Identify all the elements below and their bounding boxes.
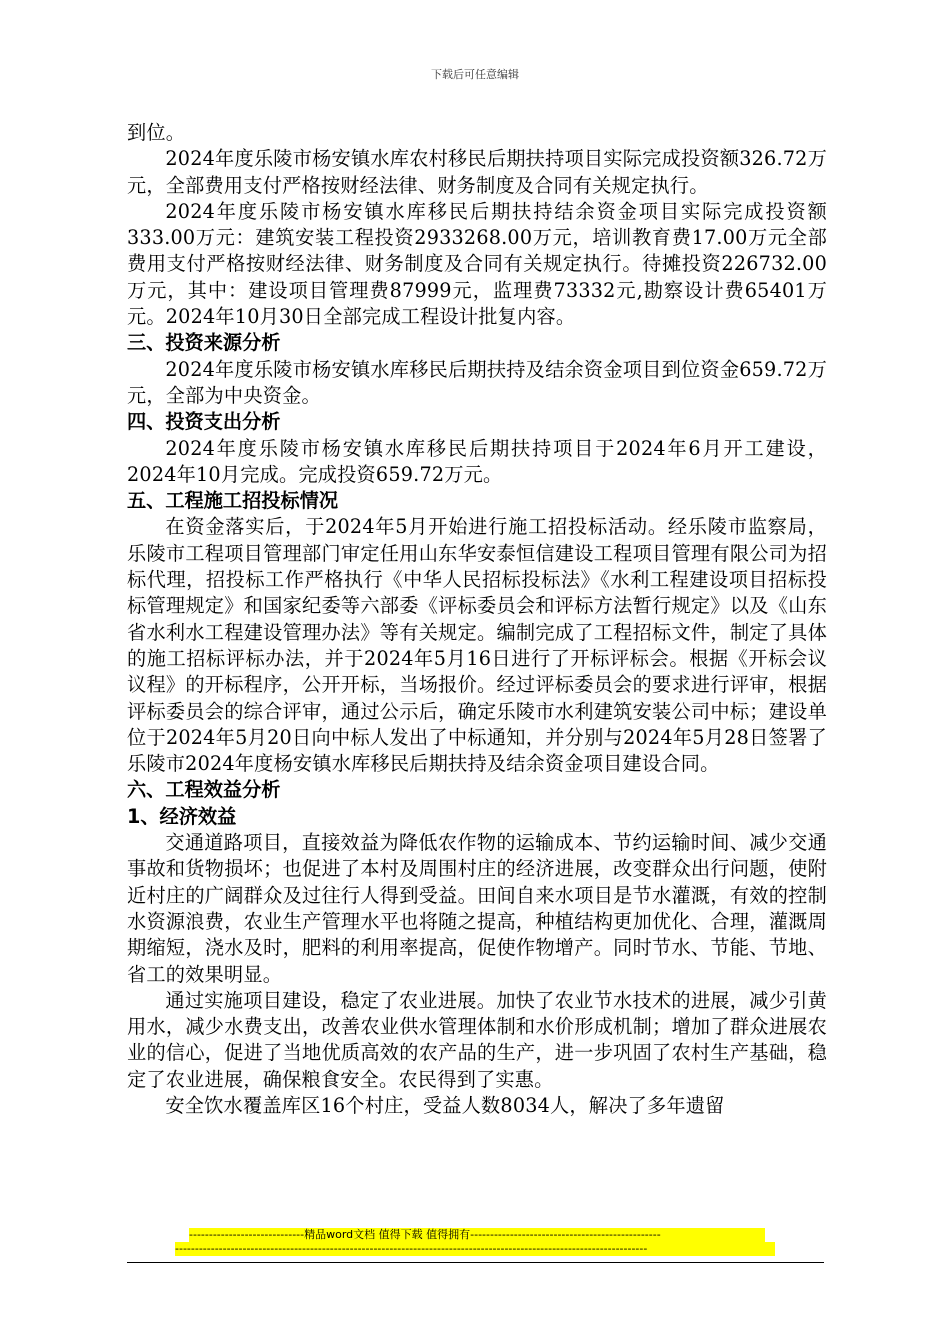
body-paragraph: 到位。 (127, 121, 186, 144)
header-note: 下载后可任意编辑 (431, 68, 519, 81)
body-paragraph: 2024年度乐陵市杨安镇水库农村移民后期扶持项目实际完成投资额326.72万元，全部费用支付严格按财经法律、财务制度及合同有关规定执行。 (127, 147, 827, 197)
section-heading: 六、工程效益分析 (127, 778, 281, 802)
body-paragraph: 2024年度乐陵市杨安镇水库移民后期扶持及结余资金项目到位资金659.72万元，全部为中央资金。 (127, 357, 827, 407)
body-paragraph: 2024年度乐陵市杨安镇水库移民后期扶持项目于2024年6月开工建设，2024年10月完成。完成投资659.72万元。 (127, 436, 827, 486)
section-heading: 五、工程施工招投标情况 (127, 489, 339, 513)
body-paragraph: 在资金落实后，于2024年5月开始进行施工招投标活动。经乐陵市监察局，乐陵市工程项目管理部门审定任用山东华安泰恒信建设工程项目管理有限公司为招标代理，招投标工作严格执行《中华人民招标投标法》《水利工程建设项目招标投标管理规定》和国家纪委等六部委《评标委员会和评标方法暂行规定》以及《山东省水利水工程建设管理办法》等有关规定。编制完成了工程招标文件，制定了具体的施工招标评标办法，并于2024年5月16日进行了开标评标会。根据《开标会议议程》的开标程序，公开开标，当场报价。经过评标委员会的要求进行评审，根据评标委员会的综合评审，通过公示后，确定乐陵市水利建筑安装公司中标；建设单位于2024年5月20日向中标人发出了中标通知，并分别与2024年5月28日签署了乐陵市2024年度杨安镇水库移民后期扶持及结余资金项目建设合同。 (127, 515, 827, 776)
section-heading: 三、投资来源分析 (127, 331, 281, 355)
body-paragraph: 安全饮水覆盖库区16个村庄，受益人数8034人，解决了多年遗留 (165, 1093, 725, 1117)
section-heading: 1、经济效益 (127, 804, 237, 828)
footer-divider (127, 1262, 824, 1263)
document-body (127, 120, 827, 1119)
section-heading: 四、投资支出分析 (127, 410, 281, 434)
footer-banner (127, 1228, 824, 1256)
footer-banner-line-2: ----------------------------------------------------------------------------------------------------------------------- (175, 1242, 775, 1256)
footer-banner-line-1: -----------------------------精品word文档 值得下载 值得拥有------------------------------------------------ (189, 1228, 765, 1242)
body-paragraph: 交通道路项目，直接效益为降低农作物的运输成本、节约运输时间、减少交通事故和货物损坏；也促进了本村及周围村庄的经济进展，改变群众出行问题，使附近村庄的广阔群众及过往行人得到受益。田间自来水项目是节水灌溉，有效的控制水资源浪费，农业生产管理水平也将随之提高，种植结构更加优化、合理，灌溉周期缩短，浇水及时，肥料的利用率提高，促使作物增产。同时节水、节能、节地、省工的效果明显。 (127, 831, 827, 986)
body-paragraph: 通过实施项目建设，稳定了农业进展。加快了农业节水技术的进展，减少引黄用水，减少水费支出，改善农业供水管理体制和水价形成机制；增加了群众进展农业的信心，促进了当地优质高效的农产品的生产，进一步巩固了农村生产基础，稳定了农业进展，确保粮食安全。农民得到了实惠。 (127, 988, 827, 1091)
body-paragraph: 2024年度乐陵市杨安镇水库移民后期扶持结余资金项目实际完成投资额333.00万元：建筑安装工程投资2933268.00万元，培训教育费17.00万元全部费用支付严格按财经法律、财务制度及合同有关规定执行。待摊投资226732.00万元，其中：建设项目管理费87999元，监理费73332元,勘察设计费65401万元。2024年10月30日全部完成工程设计批复内容。 (127, 199, 827, 329)
